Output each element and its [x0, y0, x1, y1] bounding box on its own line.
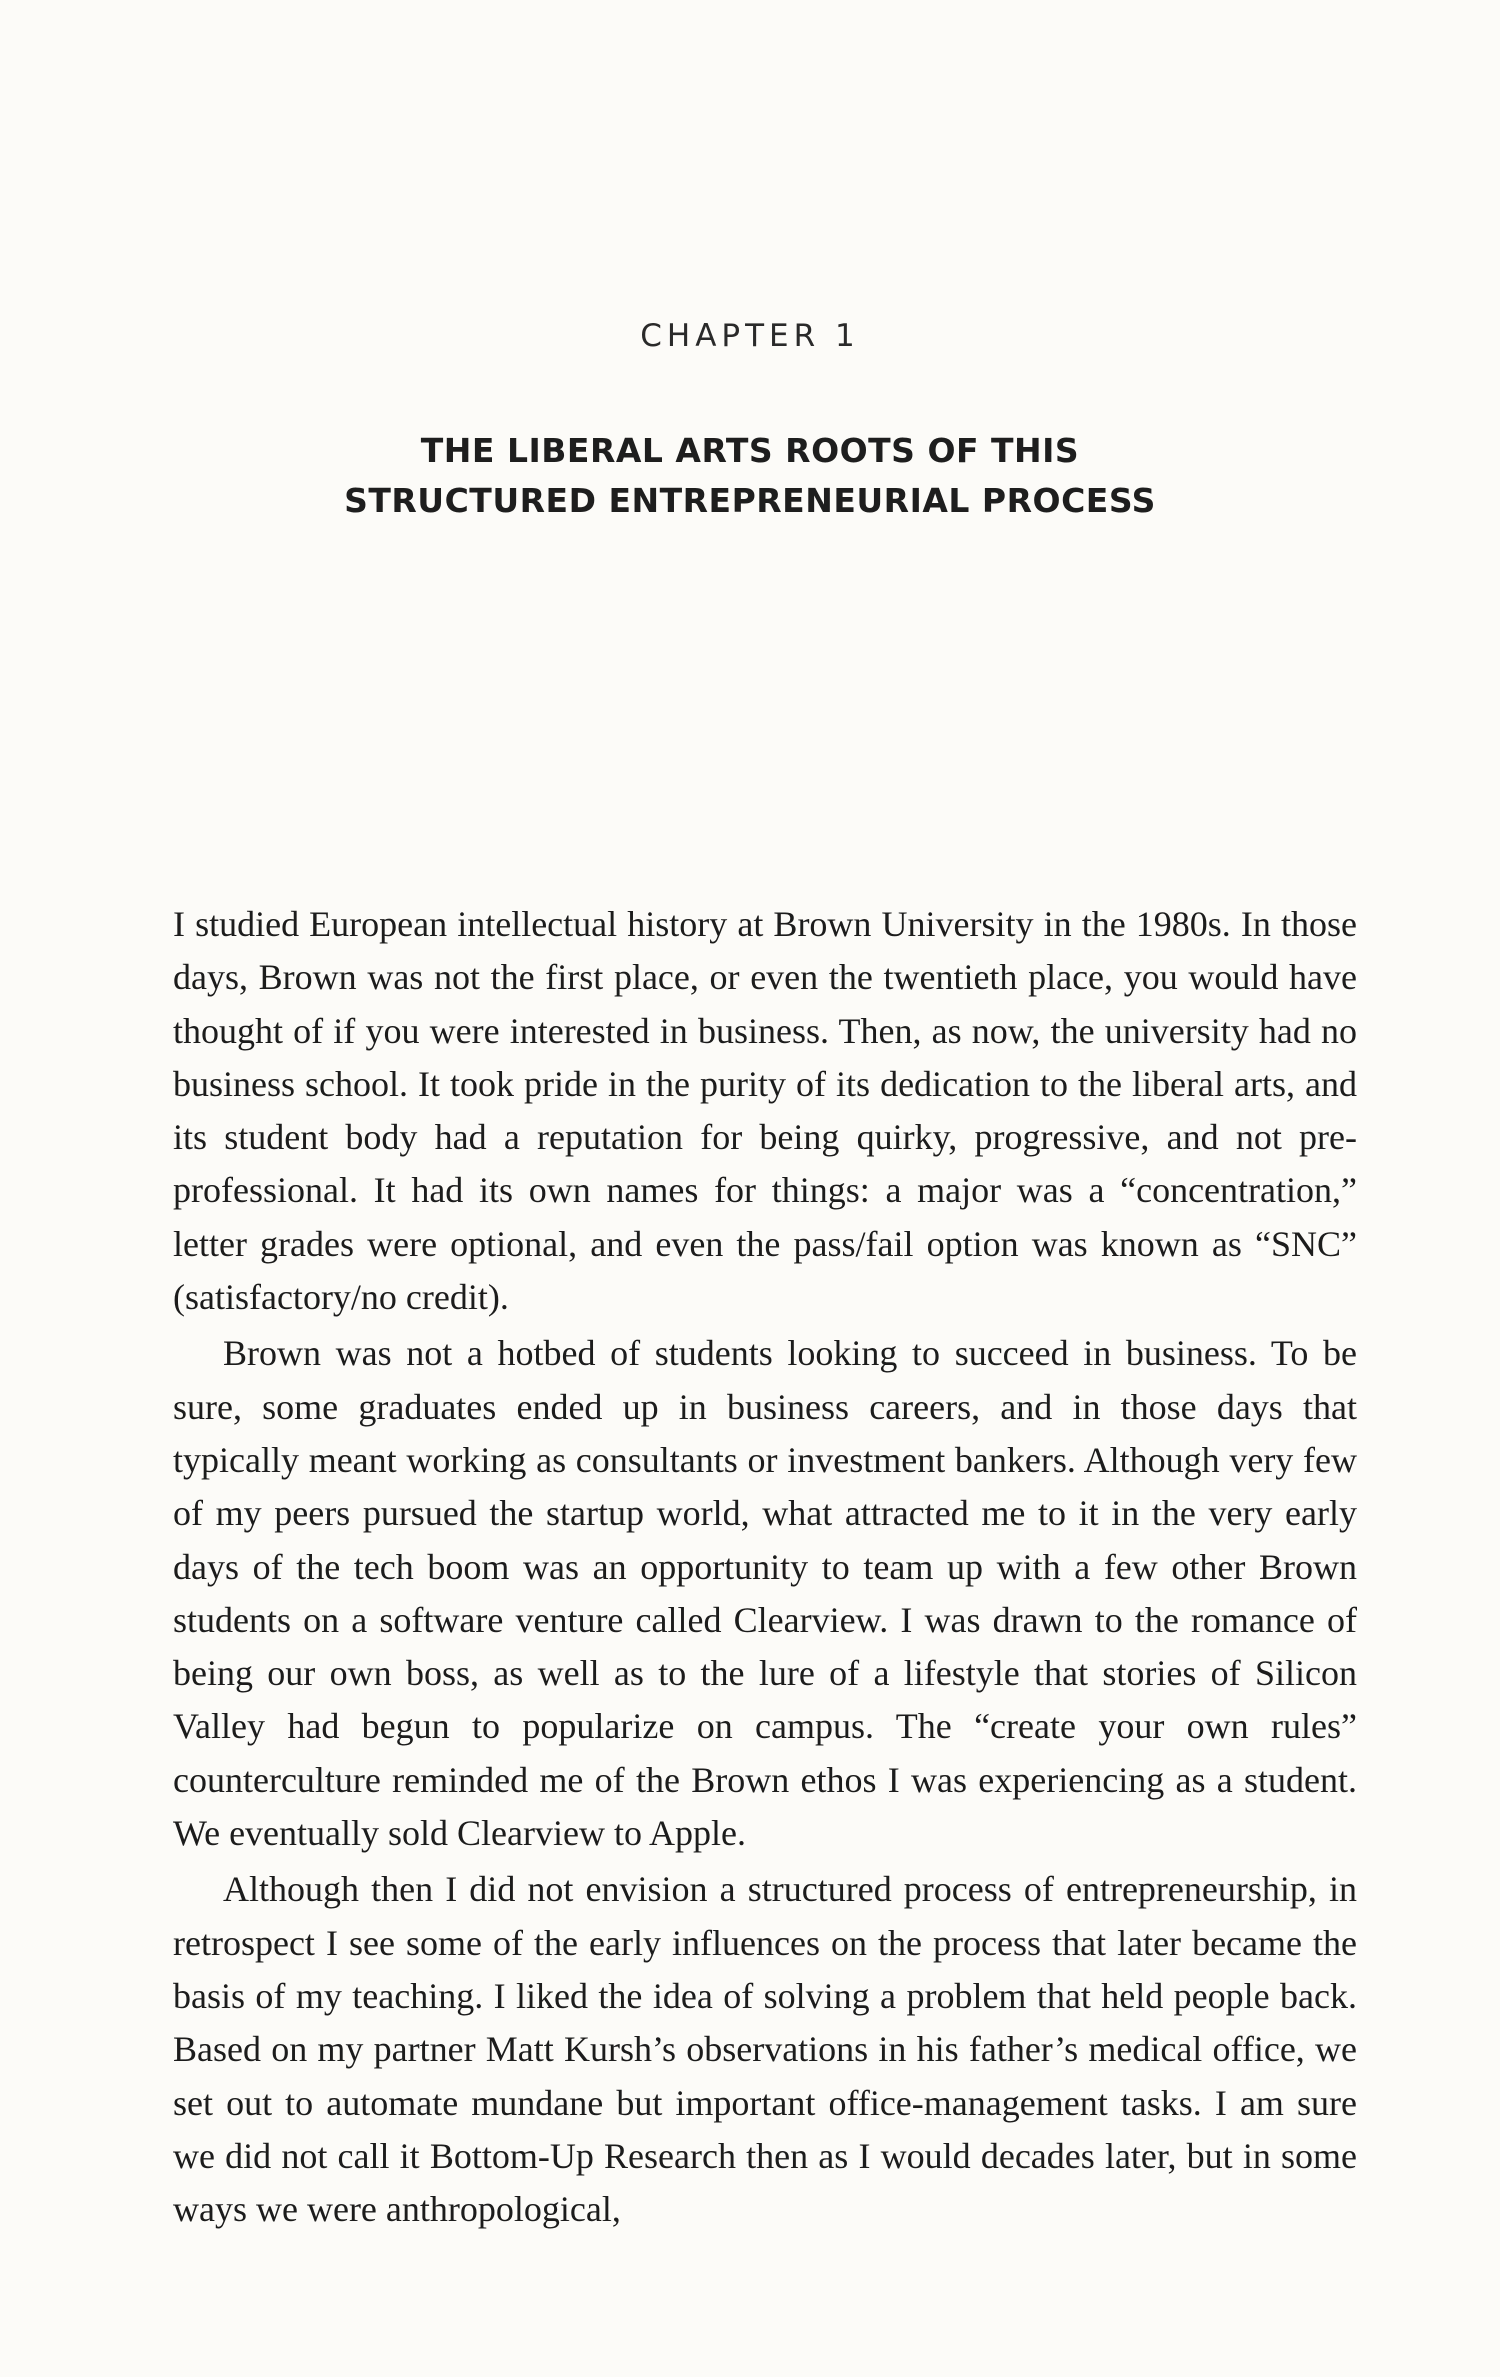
chapter-label: CHAPTER 1 — [640, 318, 860, 354]
paragraph-3: Although then I did not envision a structured process of entrepreneurship, in retrospect I see some of the early influences on the process that later became the basis of my teaching. I liked the idea of solving a problem that held people back. Based on my partner Matt Kursh’s observations in his father’s medical office, we set out to automate mundane but important office-management tasks. I am sure we did not call it Bottom-Up Research then as I would decades later, but in some ways we were anthropological, — [173, 1869, 1357, 2230]
chapter-title-line-2: STRUCTURED ENTREPRENEURIAL PROCESS — [344, 481, 1156, 520]
body-text — [173, 898, 1357, 2236]
paragraph-1: I studied European intellectual history at Brown University in the 1980s. In those days, Brown was not the first place, or even the twentieth place, you would have thought of if you were interested in business. Then, as now, the university had no business school. It took pride in the purity of its dedication to the liberal arts, and its student body had a reputation for being quirky, progressive, and not pre-professional. It had its own names for things: a major was a “concentration,” letter grades were optional, and even the pass/fail option was known as “SNC” (satisfactory/no credit). — [173, 904, 1357, 1318]
chapter-title — [0, 426, 1500, 526]
paragraph-2: Brown was not a hotbed of students looking to succeed in business. To be sure, some graduates ended up in business careers, and in those days that typically meant working as consultants or investment bankers. Although very few of my peers pursued the startup world, what attracted me to it in the very early days of the tech boom was an opportunity to team up with a few other Brown students on a software venture called Clearview. I was drawn to the romance of being our own boss, as well as to the lure of a lifestyle that stories of Silicon Valley had begun to popularize on campus. The “create your own rules” counterculture reminded me of the Brown ethos I was experiencing as a student. We eventually sold Clearview to Apple. — [173, 1333, 1357, 1854]
chapter-title-line-1: THE LIBERAL ARTS ROOTS OF THIS — [420, 431, 1080, 470]
